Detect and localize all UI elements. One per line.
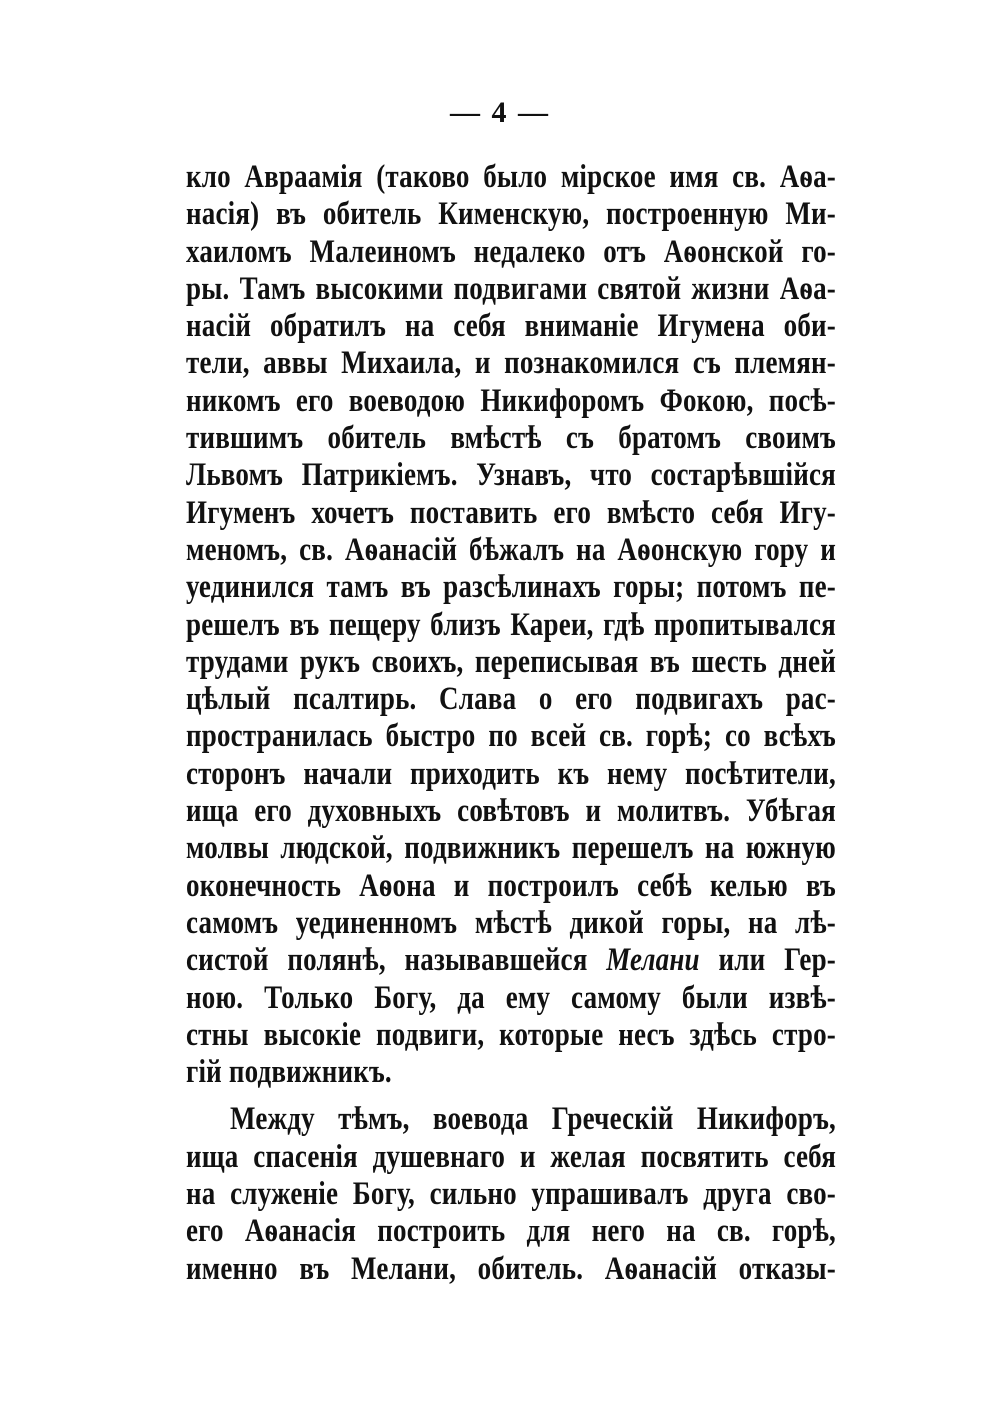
text-line: никомъ его воеводою Никифоромъ Фокою, посѣ- [186, 381, 836, 418]
text-line: насій обратилъ на себя вниманіе Игумена оби- [186, 306, 836, 344]
text-line: кло Авраамія (таково было мірское имя св. Аѳа- [186, 157, 836, 195]
text-line: трудами рукъ своихъ, переписывая въ шесть дней [186, 642, 836, 680]
text-line: ры. Тамъ высокими подвигами святой жизни Аѳа- [186, 269, 836, 307]
text-line: Львомъ Патрикіемъ. Узнавъ, что состарѣвшійся [186, 455, 836, 493]
text-line: гій подвижникъ. [186, 1052, 392, 1090]
text-line: стны высокіе подвиги, которые несъ здѣсь стро- [186, 1015, 836, 1052]
text-line: тившимъ обитель вмѣстѣ съ братомъ своимъ [186, 418, 836, 456]
text-span: систой полянѣ, называвшейся [186, 940, 588, 978]
page-number: — 4 — [450, 96, 550, 129]
text-line: Игуменъ хочетъ поставить его вмѣсто себя Игу- [186, 493, 836, 530]
paragraph-1 [186, 158, 836, 1090]
text-line: Между тѣмъ, воевода Греческій Никифоръ, [230, 1099, 836, 1137]
text-line: на служеніе Богу, сильно упрашивалъ друга сво- [186, 1174, 836, 1212]
italic-place-name: Мелани [606, 940, 700, 978]
text-line: самомъ уединенномъ мѣстѣ дикой горы, на лѣ- [186, 903, 836, 941]
text-line: ища его духовныхъ совѣтовъ и молитвъ. Убѣгая [186, 791, 836, 829]
paragraph-2 [186, 1100, 836, 1286]
text-line: насія) въ обитель Кименскую, построенную Ми- [186, 194, 836, 232]
text-line: пространилась быстро по всей св. горѣ; со всѣхъ [186, 717, 836, 754]
text-span: или Гер- [718, 940, 836, 978]
text-line: оконечность Аѳона и построилъ себѣ келью въ [186, 866, 836, 903]
text-line: хаиломъ Малеиномъ недалеко отъ Аѳонской го- [186, 232, 836, 269]
text-line: уединился тамъ въ разсѣлинахъ горы; потомъ пе- [186, 567, 836, 605]
text-line: ища спасенія душевнаго и желая посвятить себя [186, 1137, 836, 1174]
text-line: ною. Только Богу, да ему самому были извѣ- [186, 978, 836, 1015]
text-line: решелъ въ пещеру близъ Кареи, гдѣ пропитывался [186, 605, 836, 642]
text-line: сторонъ начали приходить къ нему посѣтители, [186, 754, 836, 791]
text-line: молвы людской, подвижникъ перешелъ на южную [186, 828, 836, 866]
body-text [186, 158, 836, 1287]
text-line: тели, аввы Михаила, и познакомился съ племян- [186, 344, 836, 381]
text-line: именно въ Мелани, обитель. Аѳанасій отказы- [186, 1249, 836, 1286]
text-line: его Аѳанасія построить для него на св. горѣ, [186, 1211, 836, 1249]
text-line: меномъ, св. Аѳанасій бѣжалъ на Аѳонскую гору и [186, 530, 836, 568]
text-line: цѣлый псалтирь. Слава о его подвигахъ рас- [186, 679, 836, 717]
